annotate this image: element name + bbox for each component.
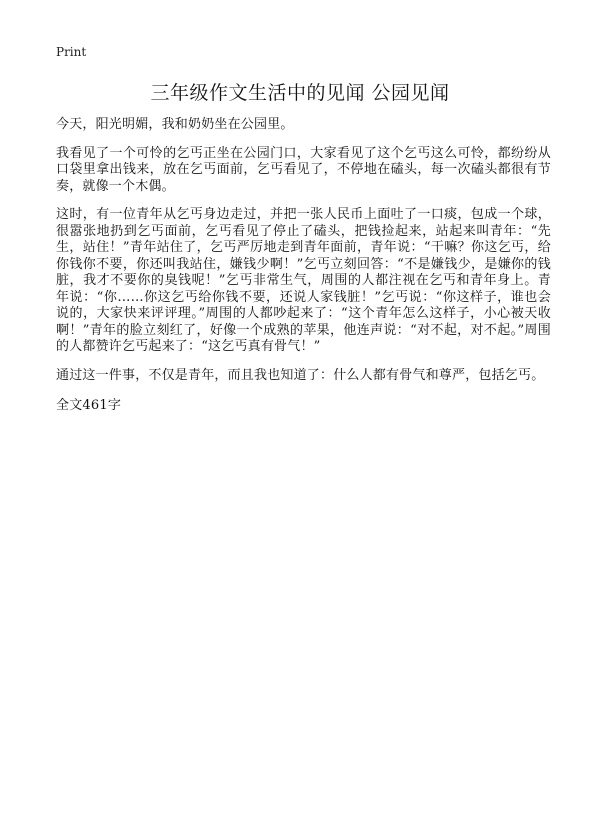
- word-count: 全文461字: [56, 398, 122, 413]
- paragraph-4: 通过这一件事，不仅是青年，而且我也知道了：什么人都有骨气和尊严，包括乞丐。: [56, 367, 545, 383]
- article-title: 三年级作文生活中的见闻 公园见闻: [150, 82, 450, 104]
- paragraph-2: 我看见了一个可怜的乞丐正坐在公园门口，大家看见了这个乞丐这么可怜，都纷纷从口袋里拿出钱来，放在乞丐面前，乞丐看见了，不停地在磕头，每一次磕头都很有节奏，就像一个木偶。: [56, 145, 551, 194]
- paragraph-1: 今天，阳光明媚，我和奶奶坐在公园里。: [56, 117, 294, 132]
- article-body: [56, 117, 551, 414]
- print-label: Print: [56, 45, 87, 59]
- paragraph-3: 这时，有一位青年从乞丐身边走过，并把一张人民币上面吐了一口痰，包成一个球，很嚣张地扔到乞丐面前，乞丐看见了停止了磕头，把钱捡起来，站起来叫青年：“先生，站住！”青年站住了，乞丐严厉地走到青年面前，青年说：“干嘛？你这乞丐，给你钱你不要，你还叫我站住，嫌钱少啊！”乞丐立刻回答：“不是嫌钱少，是嫌你的钱脏，我才不要你的臭钱呢！”乞丐非常生气，周围的人都注视在乞丐和青年身上。青年说：“你……你这乞丐给你钱不要，还说人家钱脏！”乞丐说：“你这样子，谁也会说的，大家快来评评理。”周围的人都吵起来了：“这个青年怎么这样子，小心被天收啊！”青年的脸立刻红了，好像一个成熟的苹果，他连声说：“对不起，对不起。”周围的人都赞许乞丐起来了：“这乞丐真有骨气！”: [56, 207, 551, 354]
